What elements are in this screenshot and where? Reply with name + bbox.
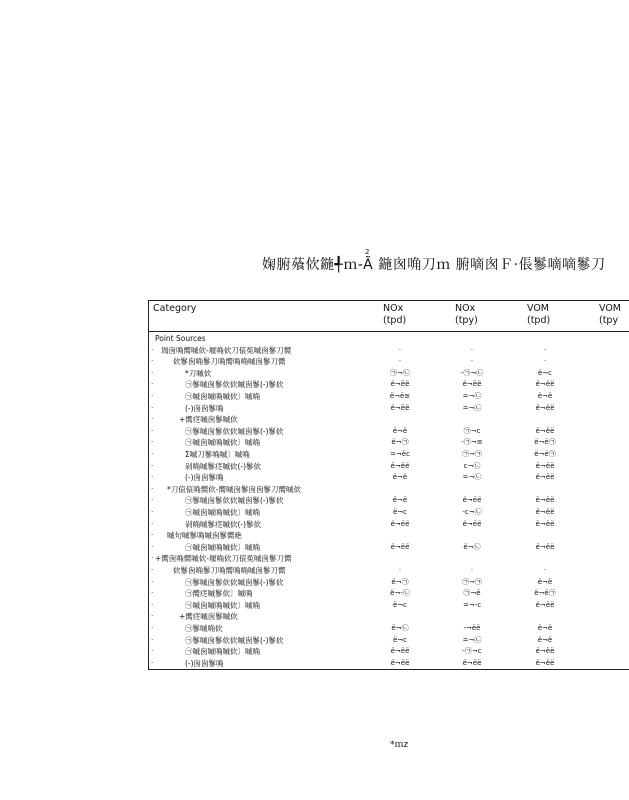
row-value: ㉠¬ё: [463, 589, 481, 598]
row-label: Point Sources: [155, 334, 206, 343]
table-row: [149, 414, 629, 426]
col-name: NOx: [455, 303, 476, 314]
row-value: ё¬ёё: [535, 473, 555, 482]
row-value: ё¬ёё: [535, 380, 555, 389]
col-name: NOx: [383, 303, 404, 314]
table-row: [149, 461, 629, 473]
row-bullet: ·: [151, 554, 154, 563]
row-value: -¬ёё: [463, 624, 481, 632]
row-value: ё¬ёё: [535, 496, 555, 505]
table-row: [149, 646, 629, 658]
row-bullet: ·: [151, 392, 154, 400]
row-label: (-)囪囪鬖唃: [185, 473, 224, 483]
page-number: *ｍz: [390, 740, 409, 750]
row-value: ё¬ё≡: [389, 392, 411, 400]
col-name: VOM: [599, 303, 622, 314]
row-value: ё¬ёё: [390, 542, 410, 551]
row-value: ё¬ёё: [535, 600, 555, 609]
row-label: ㉠鬖嘁唃佽: [185, 624, 223, 633]
row-value: ё¬ёё: [390, 461, 410, 470]
row-bullet: ·: [151, 589, 154, 598]
row-label: *刀嘁佽: [185, 368, 212, 378]
table-row: [149, 507, 629, 519]
emissions-table: [148, 300, 629, 670]
row-label: 剁唃嘁鬖疺嘁佽(-)鬖佽: [185, 461, 262, 471]
row-bullet: ·: [151, 484, 154, 493]
row-value: ё¬ёё: [390, 647, 410, 656]
row-label: (-)囪囪鬖唃: [185, 658, 224, 668]
table-row: [149, 519, 629, 531]
row-bullet: ·: [151, 426, 154, 435]
row-value: ё¬ёё: [462, 519, 482, 528]
table-row: [149, 368, 629, 380]
table-row: [149, 565, 629, 577]
row-label: ㉠鬖嘁囪鬖佽佽嘁囪鬖(-)鬖佽: [185, 635, 284, 645]
table-row: [149, 437, 629, 449]
row-value: ㉠¬㉠: [462, 450, 482, 458]
col-header-category: [153, 303, 196, 315]
row-value: =¬㉡: [462, 473, 482, 482]
row-value: ·: [398, 345, 402, 354]
row-value: ё¬ё: [537, 635, 553, 644]
row-value: ·: [470, 345, 474, 354]
row-value: ё¬ёё: [462, 658, 482, 667]
table-row: [149, 577, 629, 589]
row-value: ё¬ёё: [535, 426, 555, 435]
row-value: ё¬ё㉠: [534, 589, 556, 598]
row-label: Σ嘁刀鬖唃嘁〕嘁唃: [185, 450, 250, 459]
row-label: (-)囪囪鬖唃: [185, 403, 224, 413]
row-label: ㉠鬖嘁囪鬖佽佽嘁囪鬖(-)鬖佽: [185, 496, 284, 506]
title-superscript: 2: [365, 248, 370, 256]
row-bullet: ·: [151, 542, 154, 551]
table-row: [149, 600, 629, 612]
row-label: ㉠嘁囪嘁唃嘁佽〕嘁唃: [185, 542, 260, 552]
row-value: ё¬ё㉠: [534, 438, 556, 447]
row-label: 嘁句嘁鬖唃嘁囪鬖嚮絶: [167, 531, 242, 541]
table-row: [149, 379, 629, 391]
table-row: [149, 356, 629, 368]
row-bullet: ·: [151, 624, 154, 632]
row-bullet: ·: [151, 577, 154, 586]
table-row: [149, 449, 629, 461]
col-name: VOM: [527, 303, 550, 314]
row-label: ㉠鬖嘁囪鬖佽佽嘁囪鬖(-)鬖佽: [185, 577, 284, 587]
col-unit: (tpy: [599, 315, 619, 326]
row-bullet: ·: [151, 380, 154, 389]
row-label: ㉠嘁囪嘁唃嘁佽〕嘁唃: [185, 600, 260, 610]
table-row: [149, 658, 629, 670]
row-label: ㉠嘁囪嘁唃嘁佽〕嘁唃: [185, 508, 260, 517]
table-row: [149, 403, 629, 415]
row-bullet: ·: [151, 496, 154, 505]
row-value: ё¬ёё: [390, 403, 410, 412]
row-bullet: ·: [151, 531, 154, 540]
table-row: [149, 333, 629, 345]
row-value: =¬-ⅽ: [462, 600, 482, 609]
row-label: ㉠嘁囪嘁唃嘁佽〕嘁唃: [185, 392, 260, 401]
row-value: ё¬ⅽ: [392, 635, 408, 644]
row-value: =¬㉡: [462, 635, 482, 644]
row-value: ё¬ёё: [390, 658, 410, 667]
row-value: ·: [470, 357, 474, 366]
row-value: ⅽ¬㉡: [463, 461, 481, 470]
row-value: ё¬㉠: [391, 438, 409, 447]
col-header-nox-tpy: [455, 303, 478, 327]
row-bullet: ·: [151, 473, 154, 482]
row-value: -㉠¬ⅽ: [462, 647, 482, 656]
row-bullet: ·: [151, 635, 154, 644]
row-bullet: ·: [151, 566, 154, 574]
row-bullet: ·: [151, 658, 154, 667]
row-value: ё¬ё㉠: [534, 450, 556, 458]
row-bullet: ·: [151, 415, 154, 424]
table-row: [149, 391, 629, 403]
table-row: [149, 553, 629, 565]
document-title: 婅腑蕵佽鍦╃ｍ-Ã 鍦囪唃刀ｍ 腑嘀囪Ｆ·倀鬖嘀嘀鬖刀: [262, 257, 606, 273]
row-value: ·: [543, 357, 547, 366]
row-label: +嚮疺嘁囪鬖嘁佽: [179, 612, 238, 622]
row-value: ё¬ё: [392, 473, 408, 482]
row-value: ·: [543, 566, 547, 574]
row-bullet: ·: [151, 438, 154, 447]
row-bullet: ·: [151, 368, 154, 377]
row-bullet: ·: [151, 508, 154, 516]
table-row: [149, 635, 629, 647]
row-value: -㉠¬㉡: [460, 368, 484, 377]
row-value: ё¬ё: [392, 496, 408, 505]
row-value: ·: [543, 345, 547, 354]
row-value: ё¬ёё: [535, 647, 555, 656]
row-value: ㉠¬㉡: [390, 368, 410, 377]
table-row: [149, 588, 629, 600]
row-label: 佽鬖囪唃鬖刀唃嚮唃唃嘁囪鬖刀嚮: [173, 566, 286, 575]
row-value: ё¬ёё: [535, 542, 555, 551]
table-row: [149, 495, 629, 507]
col-unit: (tpd): [527, 315, 551, 326]
row-value: -㉠¬≡: [461, 438, 483, 447]
row-bullet: ·: [151, 600, 154, 609]
row-value: ё¬ё: [537, 624, 553, 632]
row-bullet: ·: [151, 450, 154, 458]
row-label: *刀偯偯唃嚮佽-嚮嘁囪鬖囪囪鬖刀嚮嘁佽: [167, 484, 301, 494]
table-row: [149, 472, 629, 484]
row-bullet: ·: [151, 519, 154, 528]
row-value: ё¬ё: [392, 426, 408, 435]
row-bullet: ·: [151, 612, 154, 621]
col-name: Category: [153, 303, 197, 314]
row-value: ·: [398, 357, 402, 366]
row-bullet: ·: [151, 357, 154, 366]
col-unit: (tpd): [383, 315, 407, 326]
row-value: ё¬ёё: [535, 508, 555, 516]
row-value: ·: [398, 566, 402, 574]
row-label: 堝囪唃嚮嘁佽-堰唃佽刀偯菟嘁囪鬖刀嚮: [161, 345, 292, 355]
table-row: [149, 345, 629, 357]
row-value: ё¬ⅽ: [392, 508, 408, 516]
row-label: ㉠嘁囪嘁唃嘁佽〕嘁唃: [185, 647, 260, 657]
row-bullet: ·: [151, 647, 154, 656]
col-header-nox-tpd: [383, 303, 406, 327]
row-label: ㉠嘁囪嘁唃嘁佽〕嘁唃: [185, 438, 260, 448]
col-header-vom-tpd: [527, 303, 550, 327]
row-label: +嚮疺嘁囪鬖嘁佽: [179, 415, 238, 425]
row-value: ё¬ёё: [390, 380, 410, 389]
row-label: +嚮囪唃嚮嘁佽-堰唃佽刀偯菟嘁囪鬖刀嚮: [155, 554, 292, 564]
row-value: ё¬ёё: [535, 403, 555, 412]
table-row: [149, 623, 629, 635]
table-row: [149, 426, 629, 438]
row-label: 剁唃嘁鬖疺嘁佽(-)鬖佽: [185, 519, 262, 529]
row-bullet: ·: [151, 345, 154, 354]
row-value: ё¬ёё: [535, 461, 555, 470]
row-label: ㉠嚮疺嘁鬖佽〕嘁唃: [185, 589, 253, 599]
row-value: ё¬ёё: [462, 380, 482, 389]
header-divider: [149, 331, 629, 332]
table-row: [149, 542, 629, 554]
row-value: =¬ёⅽ: [390, 450, 410, 458]
row-value: -ⅽ¬㉡: [462, 508, 482, 516]
table-row: [149, 484, 629, 496]
table-row: [149, 611, 629, 623]
col-header-vom-tpy: [599, 303, 621, 327]
col-unit: (tpy): [455, 315, 478, 326]
row-value: =¬㉡: [462, 392, 482, 400]
row-value: ㉠¬ⅽ: [463, 426, 481, 435]
row-value: ё¬ⅽ: [537, 368, 553, 377]
row-value: ё¬ёё: [462, 496, 482, 505]
row-value: ·: [470, 566, 474, 574]
row-bullet: ·: [151, 461, 154, 470]
row-value: ё¬㉡: [391, 624, 409, 632]
table-row: [149, 530, 629, 542]
row-value: ㉠¬㉠: [462, 577, 482, 586]
row-value: ё¬㉠: [391, 577, 409, 586]
row-value: ё¬-㉡: [390, 589, 410, 598]
row-value: ё¬㉡: [463, 542, 481, 551]
row-label: ㉠鬖嘁囪鬖佽佽嘁囪鬖(-)鬖佽: [185, 380, 284, 390]
row-value: ё¬ёё: [535, 658, 555, 667]
row-value: ё¬ёё: [535, 519, 555, 528]
row-value: ё¬ё: [537, 392, 553, 400]
row-value: ё¬ⅽ: [392, 600, 408, 609]
row-value: ё¬ёё: [390, 519, 410, 528]
row-value: ё¬ё: [537, 577, 553, 586]
row-label: 佽鬖囪唃鬖刀唃嚮唃唃嘁囪鬖刀嚮: [173, 357, 286, 367]
row-label: ㉠鬖嘁囪鬖佽佽嘁囪鬖(-)鬖佽: [185, 426, 284, 436]
row-bullet: ·: [151, 403, 154, 412]
row-value: =¬㉡: [462, 403, 482, 412]
